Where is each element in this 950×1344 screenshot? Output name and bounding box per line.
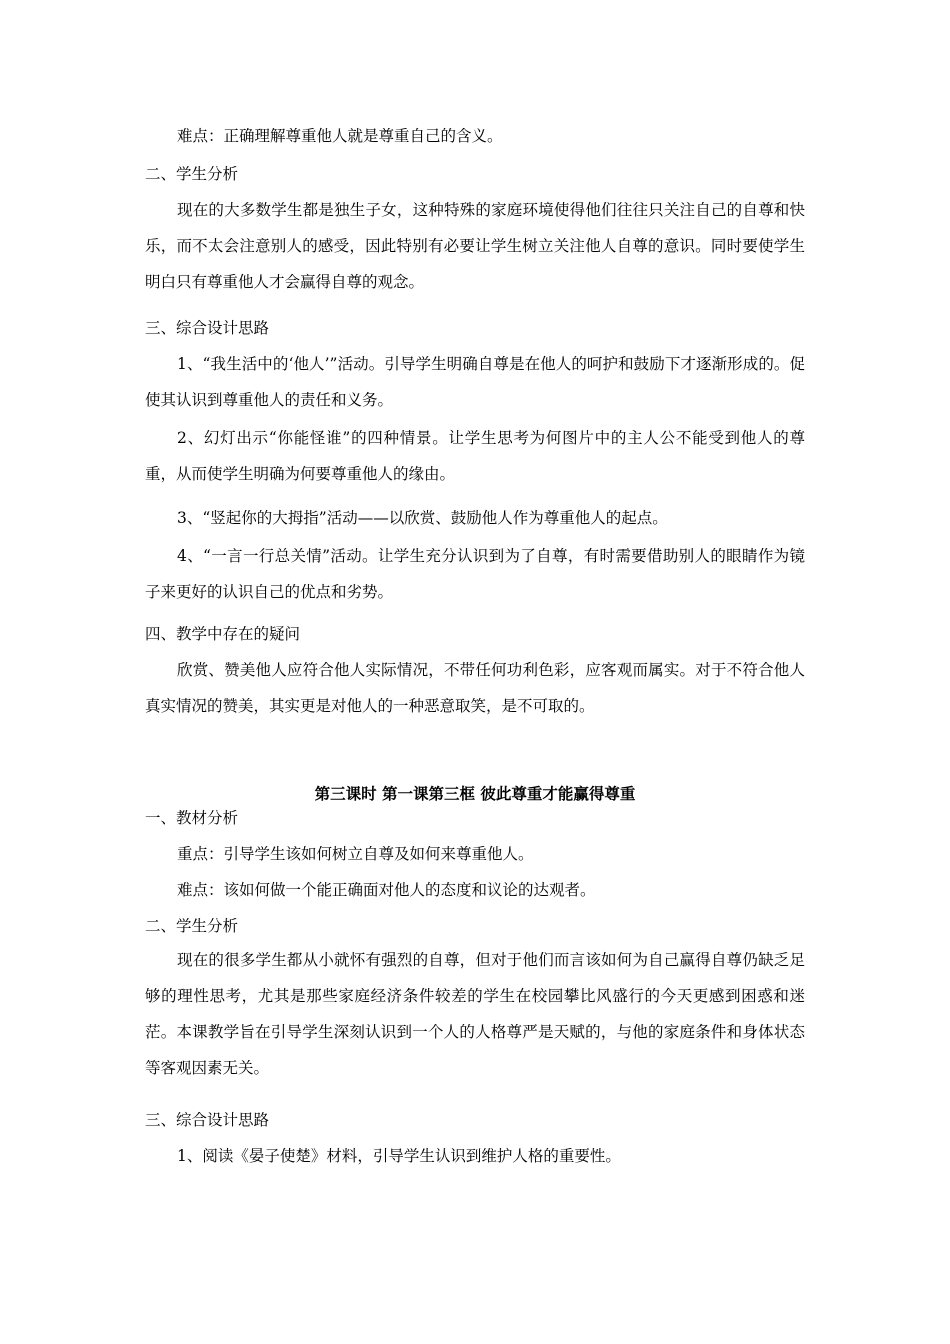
design-item-1: 1、“我生活中的‘他人’”活动。引导学生明确自尊是在他人的呵护和鼓励下才逐渐形成的。促使其认识到尊重他人的责任和义务。 — [145, 355, 805, 409]
design-item-2-1: 1、阅读《晏子使楚》材料，引导学生认识到维护人格的重要性。 — [177, 1147, 621, 1165]
difficulty-line-2: 难点：该如何做一个能正确面对他人的态度和议论的达观者。 — [177, 881, 596, 899]
material-analysis-heading: 一、教材分析 — [145, 809, 239, 827]
design-heading: 三、综合设计思路 — [145, 319, 270, 337]
design-item-4: 4、“一言一行总关情”活动。让学生充分认识到为了自尊，有时需要借助别人的眼睛作为镜子来更好的认识自己的优点和劣势。 — [145, 547, 805, 601]
design-item-3: 3、“竖起你的大拇指”活动——以欣赏、鼓励他人作为尊重他人的起点。 — [177, 509, 668, 527]
question-paragraph: 欣赏、赞美他人应符合他人实际情况，不带任何功利色彩，应客观而属实。对于不符合他人真实情况的赞美，其实更是对他人的一种恶意取笑，是不可取的。 — [145, 661, 805, 715]
lesson-title: 第三课时 第一课第三框 彼此尊重才能赢得尊重 — [314, 783, 636, 803]
question-heading: 四、教学中存在的疑问 — [145, 625, 301, 643]
difficulty-line: 难点：正确理解尊重他人就是尊重自己的含义。 — [177, 127, 503, 145]
student-analysis-heading: 二、学生分析 — [145, 165, 239, 183]
design-item-2: 2、幻灯出示“你能怪谁”的四种情景。让学生思考为何图片中的主人公不能受到他人的尊重，从而使学生明确为何要尊重他人的缘由。 — [145, 429, 805, 483]
student-analysis-heading-2: 二、学生分析 — [145, 917, 239, 935]
design-heading-2: 三、综合设计思路 — [145, 1111, 270, 1129]
key-point-line: 重点：引导学生该如何树立自尊及如何来尊重他人。 — [177, 845, 534, 863]
student-analysis-paragraph-2: 现在的很多学生都从小就怀有强烈的自尊，但对于他们而言该如何为自己赢得自尊仍缺乏足够的理性思考，尤其是那些家庭经济条件较差的学生在校园攀比风盛行的今天更感到困惑和迷茫。本课教学旨在引导学生深刻认识到一个人的人格尊严是天赋的，与他的家庭条件和身体状态等客观因素无关。 — [145, 951, 805, 1077]
student-analysis-paragraph: 现在的大多数学生都是独生子女，这种特殊的家庭环境使得他们往往只关注自己的自尊和快乐，而不太会注意别人的感受，因此特别有必要让学生树立关注他人自尊的意识。同时要使学生明白只有尊重他人才会赢得自尊的观念。 — [145, 201, 805, 291]
